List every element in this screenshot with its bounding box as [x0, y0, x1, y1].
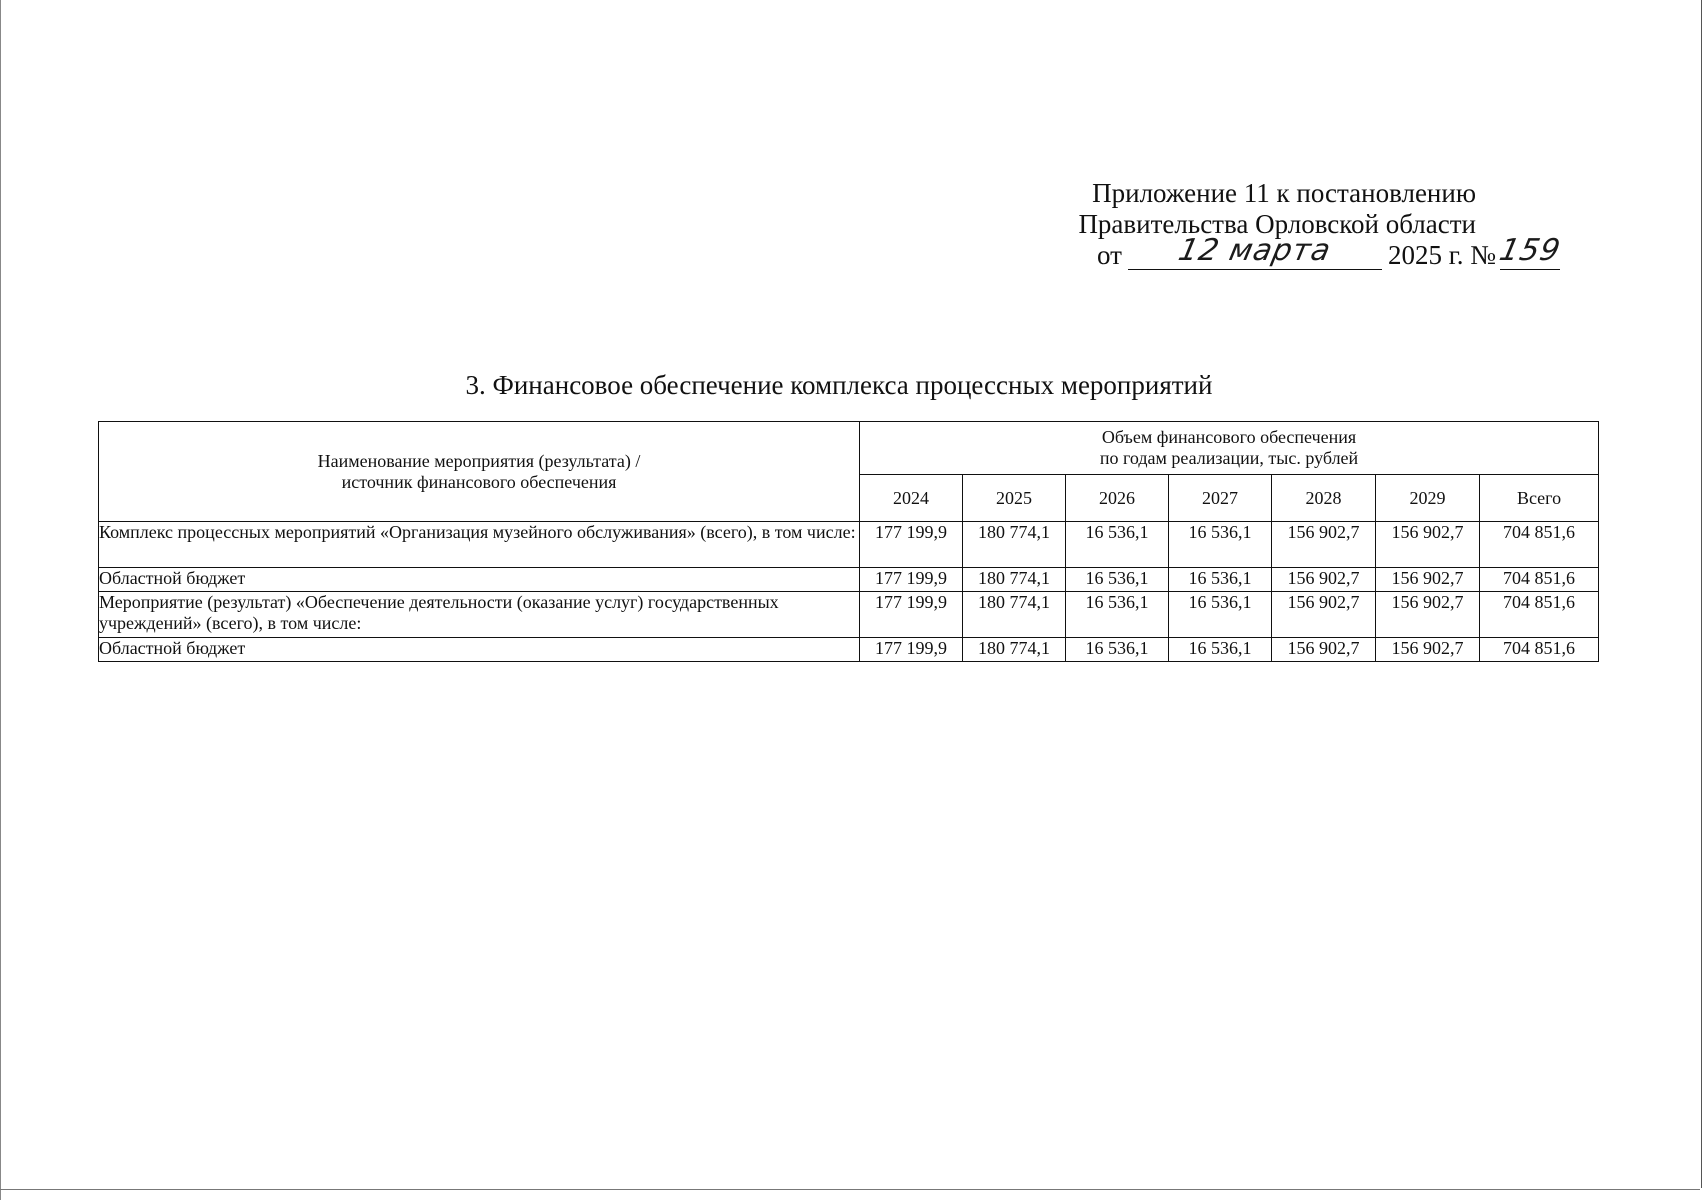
- year-header-2027: 2027: [1169, 475, 1272, 522]
- row-label: Комплекс процессных мероприятий «Организация музейного обслуживания» (всего), в том числе:: [99, 522, 860, 568]
- table-cell: 16 536,1: [1169, 638, 1272, 662]
- year-header-2024: 2024: [860, 475, 963, 522]
- year-text: 2025 г. №: [1387, 240, 1496, 270]
- table-cell: 177 199,9: [860, 522, 963, 568]
- year-header-2029: 2029: [1376, 475, 1480, 522]
- volume-header-line-1: Объем финансового обеспечения: [1101, 427, 1357, 447]
- table-cell: 16 536,1: [1169, 592, 1272, 638]
- row-label: Мероприятие (результат) «Обеспечение деятельности (оказание услуг) государственных учреждений» (всего), в том числе:: [99, 592, 860, 638]
- row-label: Областной бюджет: [99, 568, 860, 592]
- date-blank: [1128, 233, 1382, 270]
- financing-table: [98, 421, 1599, 662]
- table-cell: 156 902,7: [1376, 638, 1480, 662]
- appendix-header: [1000, 178, 1600, 271]
- date-prefix: от: [1097, 240, 1122, 270]
- table-row: [99, 522, 1599, 568]
- table-cell: 16 536,1: [1066, 568, 1169, 592]
- appendix-line-1: Приложение 11 к постановлению: [1092, 178, 1476, 208]
- appendix-date-line: [1000, 233, 1600, 271]
- row-label: Областной бюджет: [99, 638, 860, 662]
- table-cell: 180 774,1: [963, 592, 1066, 638]
- table-cell: 177 199,9: [860, 638, 963, 662]
- table-cell: 16 536,1: [1066, 638, 1169, 662]
- page-edge-right: [1701, 0, 1702, 1188]
- year-header-2026: 2026: [1066, 475, 1169, 522]
- volume-column-header: [860, 422, 1599, 475]
- table-cell: 156 902,7: [1376, 568, 1480, 592]
- table-cell: 180 774,1: [963, 522, 1066, 568]
- name-column-header: [99, 422, 860, 522]
- table-cell: 704 851,6: [1480, 638, 1599, 662]
- table-cell: 704 851,6: [1480, 592, 1599, 638]
- table-cell: 16 536,1: [1066, 522, 1169, 568]
- appendix-line-2: Правительства Орловской области: [1078, 209, 1476, 239]
- name-header-line-2: источник финансового обеспечения: [341, 471, 617, 492]
- total-header: Всего: [1480, 475, 1599, 522]
- table-row: [99, 592, 1599, 638]
- page-edge-left: [0, 0, 1, 1200]
- table-row: [99, 568, 1599, 592]
- table-cell: 180 774,1: [963, 568, 1066, 592]
- table-cell: 156 902,7: [1376, 522, 1480, 568]
- volume-header-line-2: по годам реализации, тыс. рублей: [1099, 448, 1359, 468]
- table-cell: 156 902,7: [1272, 568, 1376, 592]
- table-cell: 177 199,9: [860, 568, 963, 592]
- table-cell: 16 536,1: [1169, 568, 1272, 592]
- table-cell: 180 774,1: [963, 638, 1066, 662]
- table-cell: 16 536,1: [1169, 522, 1272, 568]
- number-blank: [1496, 233, 1564, 270]
- table-cell: 156 902,7: [1272, 638, 1376, 662]
- table-cell: 156 902,7: [1272, 522, 1376, 568]
- table-cell: 16 536,1: [1066, 592, 1169, 638]
- table-cell: 704 851,6: [1480, 568, 1599, 592]
- name-header-line-1: Наименование мероприятия (результата) /: [317, 450, 641, 471]
- table-row: [99, 638, 1599, 662]
- page-edge-bottom: [0, 1189, 1700, 1190]
- handwritten-number: 159: [1496, 233, 1564, 268]
- table-cell: 177 199,9: [860, 592, 963, 638]
- year-header-2025: 2025: [963, 475, 1066, 522]
- table-cell: 156 902,7: [1376, 592, 1480, 638]
- year-header-2028: 2028: [1272, 475, 1376, 522]
- table-cell: 156 902,7: [1272, 592, 1376, 638]
- table-cell: 704 851,6: [1480, 522, 1599, 568]
- section-title: 3. Финансовое обеспечение комплекса процессных мероприятий: [465, 370, 1213, 400]
- handwritten-date: 12 марта: [1175, 233, 1335, 268]
